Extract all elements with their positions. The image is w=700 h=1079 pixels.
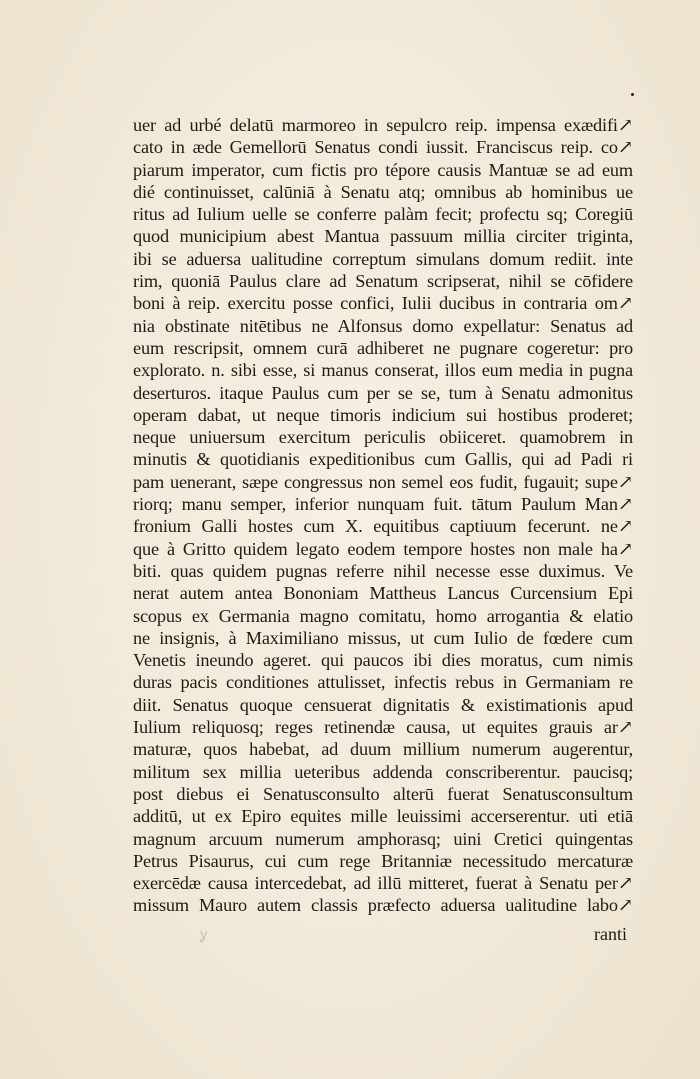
text-line: minutis & quotidianis expeditionibus cum Gallis, qui ad Padi ri (133, 449, 633, 470)
text-line: neque uniuersum exercitum periculis obiiceret. quamobrem in (133, 427, 633, 448)
text-line: pam uenerant, sæpe congressus non semel eos fudit, fugauit; supe↗ (133, 471, 633, 492)
text-line: ne insignis, à Maximiliano missus, ut cum Iulio de fœdere cum (133, 627, 633, 648)
text-line: fronium Galli hostes cum X. equitibus captiuum fecerunt. ne↗ (133, 516, 633, 537)
text-line: militum sex millia ueteribus addenda conscriberentur. paucisq; (133, 761, 633, 782)
text-line: magnum arcuum numerum amphorasq; uini Cretici quingentas (133, 828, 633, 849)
text-line: duras pacis conditiones attulisset, infectis rebus in Germaniam re (133, 672, 633, 693)
text-line: eum rescripsit, omnem curā adhiberet ne pugnare cogeretur: pro (133, 337, 633, 358)
text-line: operam dabat, ut neque timoris indicium sui hostibus proderet; (133, 404, 633, 425)
text-line: cato in æde Gemellorū Senatus condi iussit. Franciscus reip. co↗ (133, 137, 633, 158)
text-line: quod municipium abest Mantua passuum millia circiter triginta, (133, 226, 633, 247)
text-line: nerat autem antea Bononiam Mattheus Lancus Curcensium Epi (133, 583, 633, 604)
text-line: additū, ut ex Epiro equites mille leuissimi accerserentur. uti etiā (133, 806, 633, 827)
text-line: post diebus ei Senatusconsulto alterū fuerat Senatusconsultum (133, 783, 633, 804)
text-line: deserturos. itaque Paulus cum per se se, tum à Senatu admonitus (133, 382, 633, 403)
ink-dot (631, 93, 634, 96)
ink-smudge: ỿ (200, 928, 208, 943)
text-line: boni à reip. exercitu posse confici, Iulii ducibus in contraria om↗ (133, 293, 633, 314)
text-line: scopus ex Germania magno comitatu, homo arrogantia & elatio (133, 605, 633, 626)
text-block (133, 114, 633, 917)
text-line: diit. Senatus quoque censuerat dignitatis & existimationis apud (133, 694, 633, 715)
text-line: riorq; manu semper, inferior nunquam fuit. tātum Paulum Man↗ (133, 494, 633, 515)
text-line: dié continuisset, calūniā à Senatu atq; omnibus ab hominibus ue (133, 181, 633, 202)
text-line: Petrus Pisaurus, cui cum rege Britanniæ necessitudo mercaturæ (133, 850, 633, 871)
text-line: explorato. n. sibi esse, si manus conserat, illos eum media in pugna (133, 360, 633, 381)
text-line: nia obstinate nitētibus ne Alfonsus domo expellatur: Senatus ad (133, 315, 633, 336)
text-line: biti. quas quidem pugnas referre nihil necesse esse duximus. Ve (133, 560, 633, 581)
text-line: maturæ, quos habebat, ad duum millium numerum augerentur, (133, 739, 633, 760)
text-line: rim, quoniā Paulus clare ad Senatum scripserat, nihil se cōfidere (133, 271, 633, 292)
text-line: ibi se aduersa ualitudine correptum simulans domum rediit. inte (133, 248, 633, 269)
catchword: ranti (594, 924, 627, 944)
text-line: piarum imperator, cum fictis pro tépore causis Mantuæ se ad eum (133, 159, 633, 180)
text-line: ritus ad Iulium uelle se conferre palàm fecit; profectu sq; Coregiū (133, 204, 633, 225)
text-line: que à Gritto quidem legato eodem tempore hostes non male ha↗ (133, 538, 633, 559)
text-line: Venetis ineundo ageret. qui paucos ibi dies moratus, cum nimis (133, 650, 633, 671)
text-line: Iulium reliquosq; reges retinendæ causa, ut equites grauis ar↗ (133, 717, 633, 738)
text-line: exercēdæ causa intercedebat, ad illū mitteret, fuerat à Senatu per↗ (133, 873, 633, 894)
text-line: uer ad urbé delatū marmoreo in sepulcro reip. impensa exædifi↗ (133, 115, 633, 135)
text-line: missum Mauro autem classis præfecto aduersa ualitudine labo↗ (133, 895, 633, 916)
